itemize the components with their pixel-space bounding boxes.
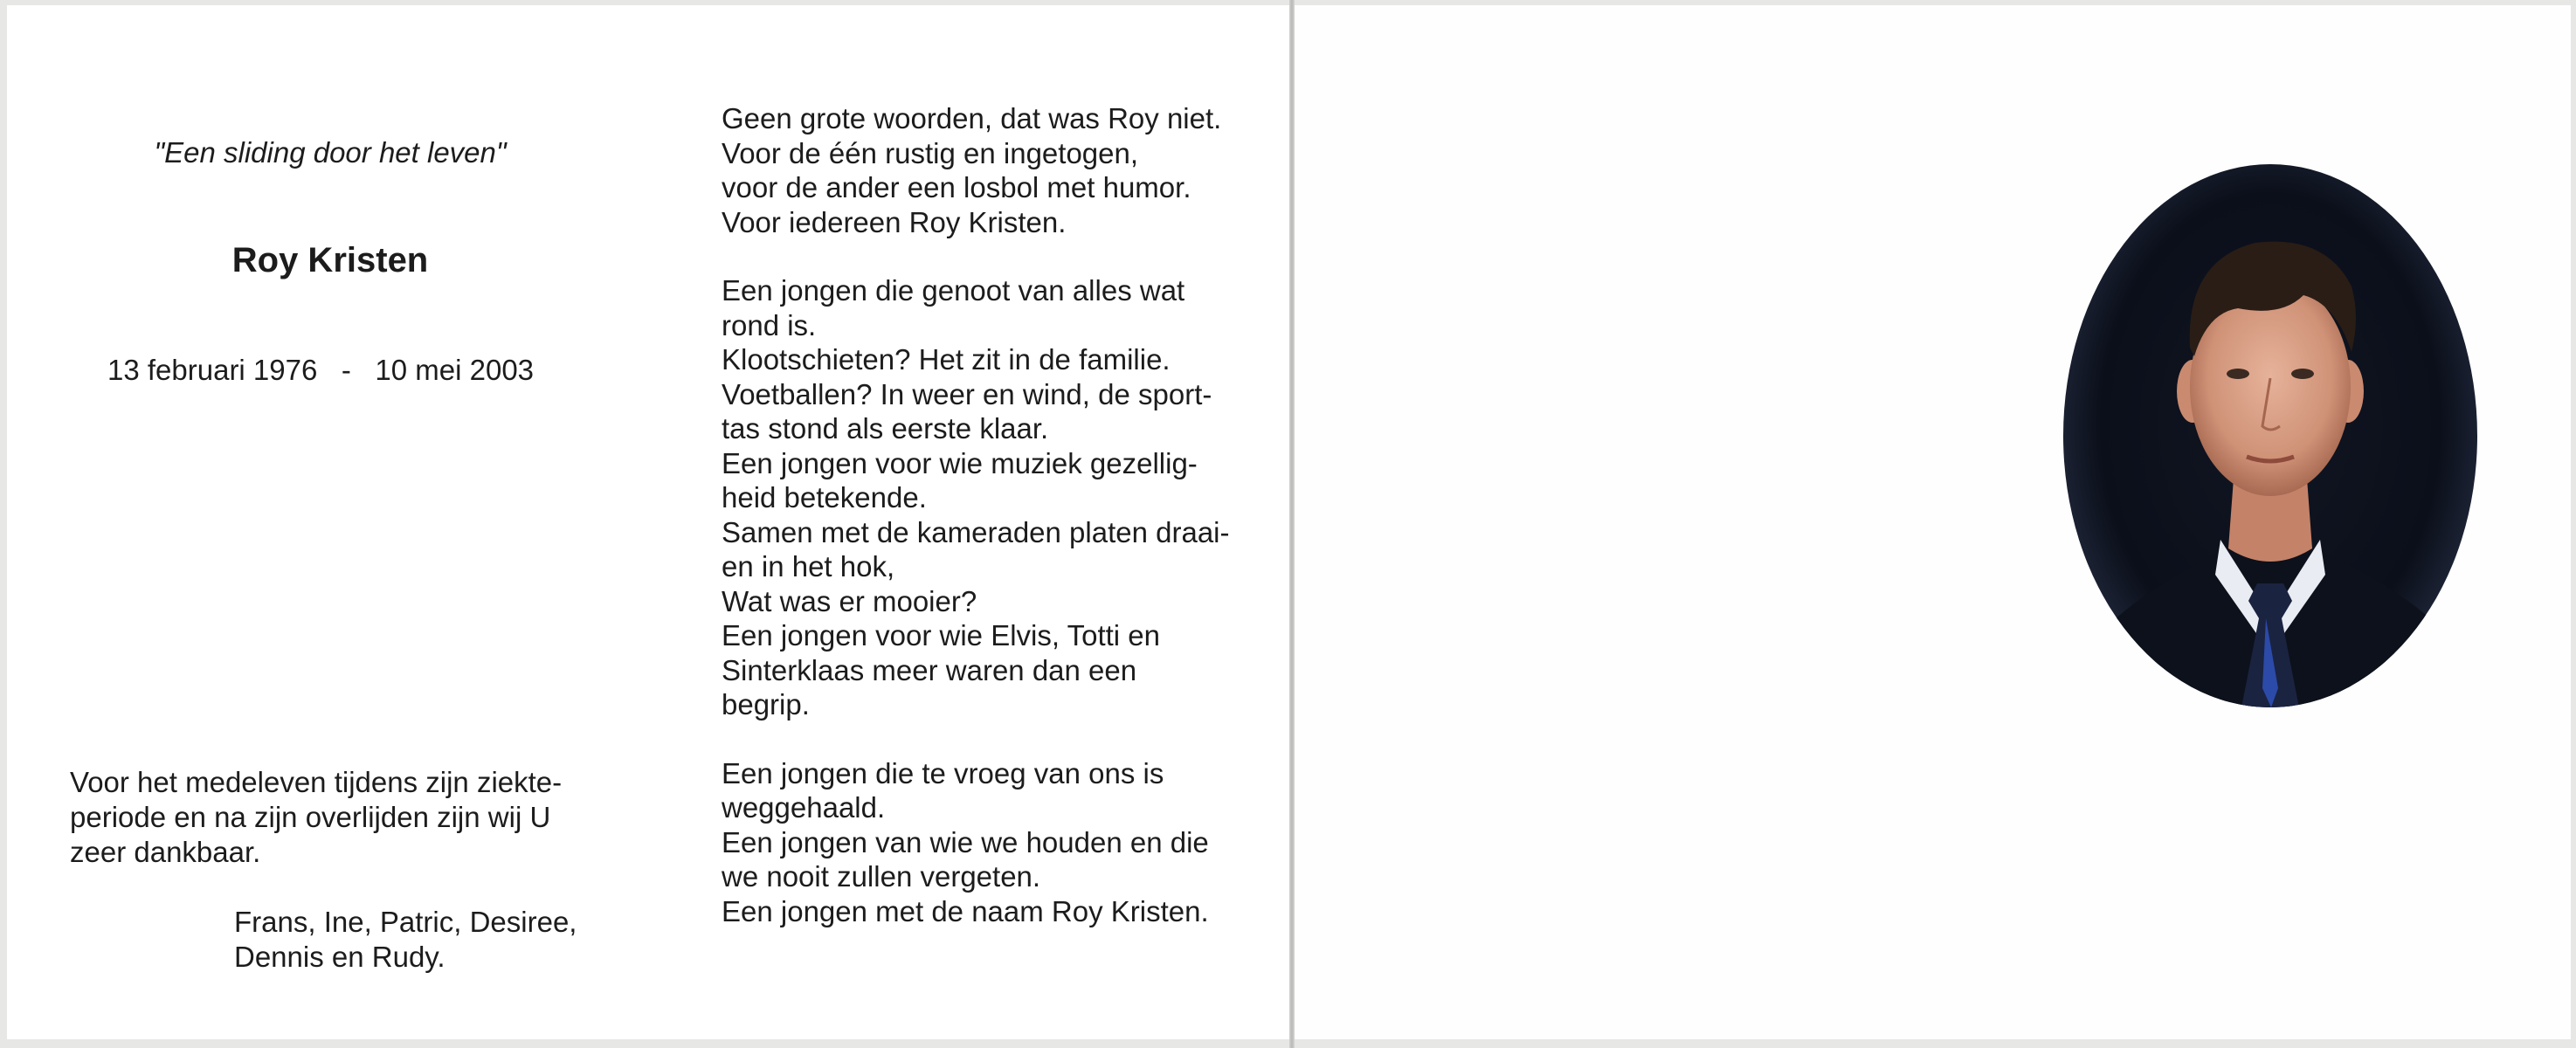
poem-stanza-1: [722, 101, 1281, 239]
poem-line: Voor de één rustig en ingetogen,: [722, 136, 1139, 169]
poem-line: begrip.: [722, 688, 810, 720]
poem-line: rond is.: [722, 308, 817, 341]
thanks-line: Voor het medeleven tijdens zijn ziekte-: [70, 766, 563, 798]
poem-line: Een jongen die genoot van alles wat: [722, 274, 1185, 307]
card-info-column: [7, 5, 653, 1039]
poem-line: Klootschieten? Het zit in de familie.: [722, 343, 1171, 376]
death-date: 10 mei 2003: [375, 354, 535, 386]
portrait-illustration: [2063, 164, 2477, 707]
birth-date: 13 februari 1976: [107, 354, 318, 386]
poem-line: Geen grote woorden, dat was Roy niet.: [722, 102, 1222, 134]
signoff-line: Frans, Ine, Patric, Desiree,: [234, 906, 577, 938]
poem-line: heid betekende.: [722, 481, 927, 514]
poem-line: tas stond als eerste klaar.: [722, 412, 1049, 445]
deceased-name: Roy Kristen: [231, 241, 429, 279]
poem-line: Een jongen die te vroeg van ons is: [722, 756, 1164, 789]
thanks-line: periode en na zijn overlijden zijn wij U: [70, 801, 551, 833]
poem: [722, 101, 1281, 962]
poem-line: Samen met de kameraden platen draai-: [722, 515, 1230, 548]
thanks-line: zeer dankbaar.: [70, 836, 261, 868]
date-separator: -: [341, 354, 351, 386]
poem-line: we nooit zullen vergeten.: [722, 860, 1041, 893]
motto: "Een sliding door het leven": [154, 136, 507, 169]
poem-line: Een jongen voor wie muziek gezellig-: [722, 446, 1198, 479]
life-dates: [107, 354, 534, 387]
poem-line: Voetballen? In weer en wind, de sport-: [722, 377, 1212, 410]
poem-line: Wat was er mooier?: [722, 584, 977, 617]
poem-line: Voor iedereen Roy Kristen.: [722, 205, 1067, 238]
poem-line: Sinterklaas meer waren dan een: [722, 653, 1137, 686]
poem-line: en in het hok,: [722, 550, 895, 583]
signoff-line: Dennis en Rudy.: [234, 941, 445, 973]
left-panel: [7, 5, 1289, 1039]
poem-stanza-3: [722, 756, 1281, 929]
poem-line: voor de ander een losbol met humor.: [722, 171, 1191, 203]
poem-line: Een jongen voor wie Elvis, Totti en: [722, 619, 1161, 652]
thanks-note: [70, 765, 611, 870]
poem-line: weggehaald.: [722, 791, 886, 824]
family-signoff: [234, 905, 577, 975]
poem-line: Een jongen van wie we houden en die: [722, 825, 1209, 858]
poem-stanza-2: [722, 273, 1281, 722]
poem-line: Een jongen met de naam Roy Kristen.: [722, 894, 1209, 927]
portrait-photo: [2063, 164, 2477, 707]
